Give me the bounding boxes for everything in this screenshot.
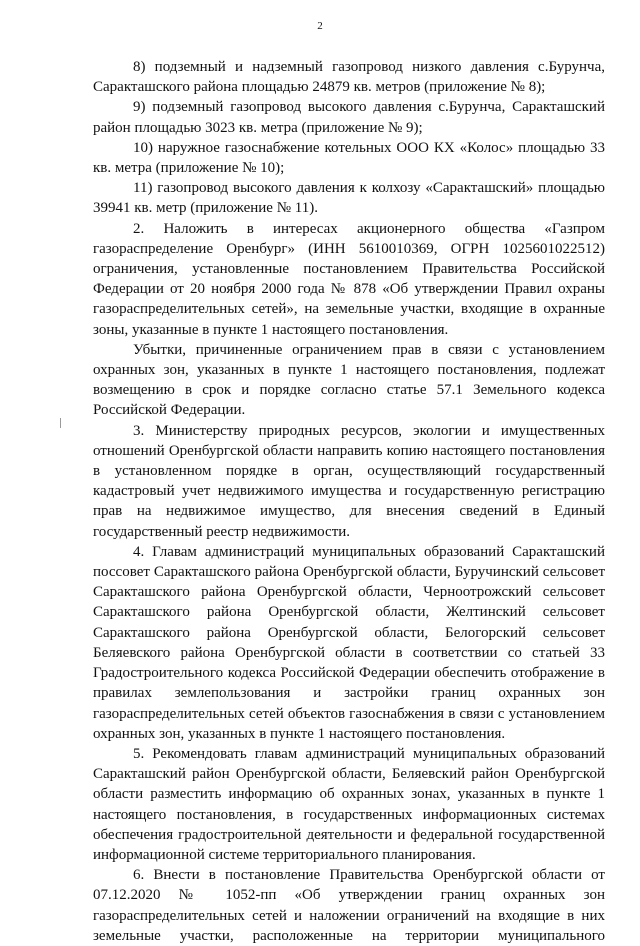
paragraph-item-9: 9) подземный газопровод высокого давления с.Бурунча, Саракташский район площадью 3023 кв. метра (приложение № 9); bbox=[93, 99, 605, 136]
page-number: 2 bbox=[317, 20, 323, 32]
paragraph-losses: Убытки, причиненные ограничением прав в связи с установлением охранных зон, указанных в пункте 1 настоящего постановления, подлежат возмещению в срок и порядке согласно статье 57.1 Земельного кодекса Российской Федерации. bbox=[93, 341, 605, 419]
paragraph-item-11: 11) газопровод высокого давления к колхозу «Саракташский» площадью 39941 кв. метр (приложение № 11). bbox=[93, 180, 605, 217]
paragraph-clause-3: 3. Министерству природных ресурсов, экологии и имущественных отношений Оренбургской области направить копию настоящего постановления в установленном порядке в орган, осуществляющий государственный кадастровый учет недвижимого имущества и государственную регистрацию прав на недвижимое имущество, для внесения сведений в Единый государственный реестр недвижимости. bbox=[93, 422, 605, 540]
paragraph-item-10: 10) наружное газоснабжение котельных ООО КХ «Колос» площадью 33 кв. метра (приложение № 10); bbox=[93, 139, 605, 177]
paragraph-item-8: 8) подземный и надземный газопровод низкого давления с.Бурунча, Саракташского района площадью 24879 кв. метров (приложение № 8); bbox=[93, 59, 605, 96]
paragraph-clause-6: 6. Внести в постановление Правительства Оренбургской области от 07.12.2020 № 1052-пп «Об утверждении границ охранных зон газораспределительных сетей и наложении ограничений на входящие в них земельные участки, расположенные на территории муниципального bbox=[93, 867, 605, 944]
paragraph-clause-2: 2. Наложить в интересах акционерного общества «Газпром газораспределение Оренбург» (ИНН 5610010369, ОГРН 1025601022512) ограничения, установленные постановлением Правительства Российской Федерации от 20 ноября 2000 года № 878 «Об утверждении Правил охраны газораспределительных сетей», на земельные участки, входящие в охранные зоны, указанные в пункте 1 настоящего постановления. bbox=[93, 220, 605, 338]
margin-mark bbox=[60, 418, 61, 428]
paragraph-clause-5: 5. Рекомендовать главам администраций муниципальных образований Саракташский район Оренбургской области, Беляевский район Оренбургской области разместить информацию об охранных зонах, указанных в пункте 1 настоящего постановления, в государственных информационных системах обеспечения градостроительной деятельности и федеральной государственной информационной системе территориального планирования. bbox=[93, 745, 605, 863]
document-body bbox=[93, 57, 605, 946]
paragraph-clause-4: 4. Главам администраций муниципальных образований Саракташский поссовет Саракташского района Оренбургской области, Буручинский сельсовет Саракташского района Оренбургской области, Черноотрожский сельсовет Саракташского района Оренбургской области, Желтинский сельсовет Саракташского района Оренбургской области, Белогорский сельсовет Беляевского района Оренбургской области в соответствии со статьей 33 Градостроительного кодекса Российской Федерации обеспечить отображение в правилах землепользования и застройки границ охранных зон газораспределительных сетей объектов газоснабжения в связи с установлением охранных зон, указанных в пункте 1 настоящего постановления. bbox=[93, 543, 605, 742]
